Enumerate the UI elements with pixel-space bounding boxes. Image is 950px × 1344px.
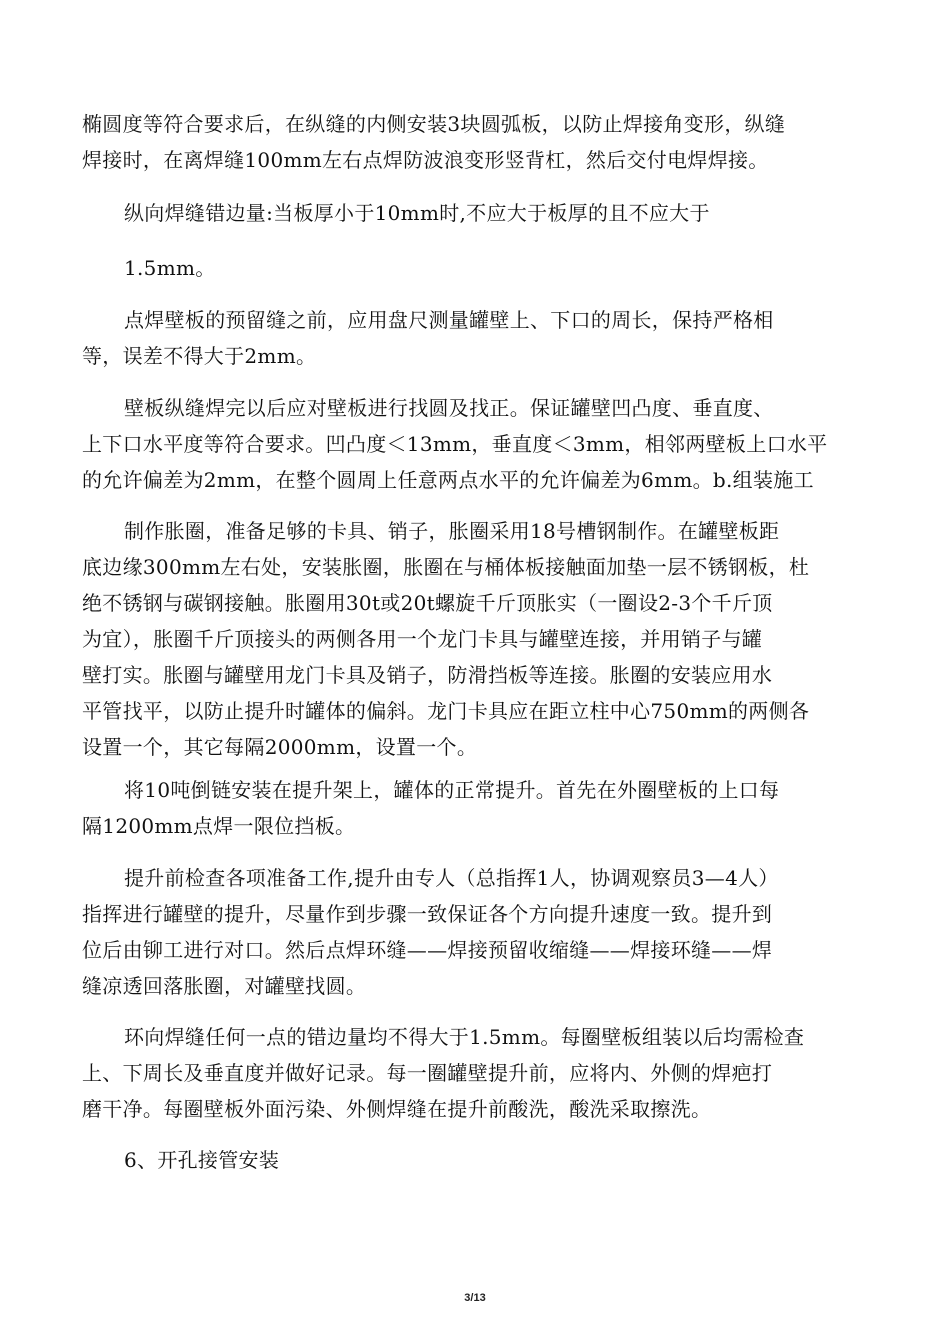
text-line: 指挥进行罐壁的提升，尽量作到步骤一致保证各个方向提升速度一致。提升到 [82, 902, 773, 926]
paragraph-7 [82, 772, 872, 844]
text-line: 壁打实。胀圈与罐壁用龙门卡具及销子，防滑挡板等连接。胀圈的安装应用水 [82, 663, 773, 687]
text-line: 壁板纵缝焊完以后应对壁板进行找圆及找正。保证罐壁凹凸度、垂直度、 [124, 396, 774, 420]
text-line: 底边缘300mm左右处，安装胀圈，胀圈在与桶体板接触面加垫一层不锈钢板，杜 [82, 555, 810, 579]
text-line: 制作胀圈，准备足够的卡具、销子，胀圈采用18号槽钢制作。在罐壁板距 [124, 519, 780, 543]
text-line: 提升前检查各项准备工作,提升由专人（总指挥1人，协调观察员3—4人） [124, 866, 779, 890]
paragraph-1 [82, 106, 872, 178]
text-line: 椭圆度等符合要求后，在纵缝的内侧安装3块圆弧板，以防止焊接角变形，纵缝 [82, 112, 786, 136]
section-heading [82, 1142, 872, 1178]
text-line: 上、下周长及垂直度并做好记录。每一圈罐壁提升前，应将内、外侧的焊疤打 [82, 1061, 773, 1085]
paragraph-9 [82, 1019, 872, 1127]
text-line: 将10吨倒链安装在提升架上，罐体的正常提升。首先在外圈壁板的上口每 [124, 778, 780, 802]
text-line: 纵向焊缝错边量:当板厚小于10mm时,不应大于板厚的且不应大于 [124, 201, 710, 225]
paragraph-5 [82, 390, 872, 498]
text-line: 隔1200mm点焊一限位挡板。 [82, 814, 356, 838]
text-line: 的允许偏差为2mm，在整个圆周上任意两点水平的允许偏差为6mm。b.组装施工 [82, 468, 814, 492]
text-line: 位后由铆工进行对口。然后点焊环缝——焊接预留收缩缝——焊接环缝——焊 [82, 938, 773, 962]
text-line: 设置一个，其它每隔2000mm，设置一个。 [82, 735, 478, 759]
paragraph-8 [82, 860, 872, 1004]
text-line: 等，误差不得大于2mm。 [82, 344, 317, 368]
text-line: 点焊壁板的预留缝之前，应用盘尺测量罐壁上、下口的周长，保持严格相 [124, 308, 774, 332]
page-number: 3/13 [464, 1292, 486, 1304]
text-line: 6、开孔接管安装 [124, 1148, 280, 1172]
text-line: 环向焊缝任何一点的错边量均不得大于1.5mm。每圈壁板组装以后均需检查 [124, 1025, 805, 1049]
text-line: 磨干净。每圈壁板外面污染、外侧焊缝在提升前酸洗，酸洗采取擦洗。 [82, 1097, 712, 1121]
text-line: 焊接时，在离焊缝100mm左右点焊防波浪变形竖背杠，然后交付电焊焊接。 [82, 148, 769, 172]
paragraph-4 [82, 302, 872, 374]
text-line: 绝不锈钢与碳钢接触。胀圈用30t或20t螺旋千斤顶胀实（一圈设2-3个千斤顶 [82, 591, 773, 615]
paragraph-2 [82, 195, 872, 231]
text-line: 平管找平，以防止提升时罐体的偏斜。龙门卡具应在距立柱中心750mm的两侧各 [82, 699, 810, 723]
text-line: 缝凉透回落胀圈，对罐壁找圆。 [82, 974, 367, 998]
text-line: 1.5mm。 [124, 256, 216, 280]
text-line: 为宜），胀圈千斤顶接头的两侧各用一个龙门卡具与罐壁连接，并用销子与罐 [82, 627, 763, 651]
paragraph-6 [82, 513, 872, 765]
paragraph-3 [82, 250, 872, 286]
text-line: 上下口水平度等符合要求。凹凸度＜13mm，垂直度＜3mm，相邻两壁板上口水平 [82, 432, 828, 456]
